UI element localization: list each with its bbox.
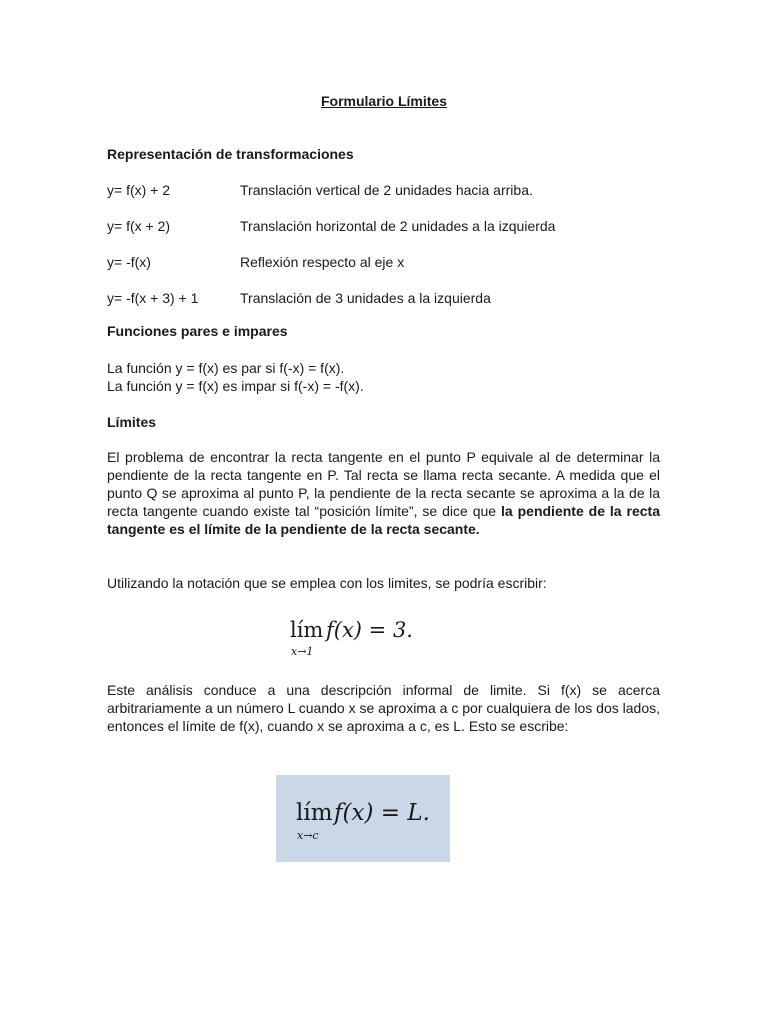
lim-operator: lím — [290, 618, 324, 642]
transform-formula: y= f(x) + 2 — [107, 182, 171, 198]
transform-formula: y= f(x + 2) — [107, 218, 171, 234]
transform-formula: y= -f(x) — [107, 254, 151, 270]
transform-description: Translación de 3 unidades a la izquierda — [240, 290, 491, 306]
limit-formula-2 — [296, 800, 446, 846]
lim-subscript: x→c — [297, 829, 319, 842]
tangent-paragraph-conclusion: la pendiente de la recta tangente es el límite de la pendiente de la recta secante. — [107, 503, 660, 537]
tangent-paragraph-text: El problema de encontrar la recta tangente en el punto P equivale al de determinar la pendiente de la recta tangente en P. Tal recta se llama recta secante. A medida que el punto Q se aproxima al punto P, la pendiente de la recta secante se aproxima a la de la recta tangente cuando existe tal “posición límite”, se dice que — [107, 449, 660, 519]
notation-paragraph: Utilizando la notación que se emplea con los limites, se podría escribir: — [107, 575, 547, 591]
lim-expression: f(x) = L. — [334, 800, 430, 826]
transform-description: Translación vertical de 2 unidades hacia arriba. — [240, 182, 533, 198]
heading-limits: Límites — [107, 414, 157, 430]
transform-description: Translación horizontal de 2 unidades a la izquierda — [240, 218, 556, 234]
parity-odd-rule: La función y = f(x) es impar si f(-x) = -f(x). — [107, 378, 364, 394]
lim-operator: lím — [296, 800, 333, 826]
transform-description: Reflexión respecto al eje x — [240, 254, 405, 270]
page-title: Formulario Límites — [320, 93, 448, 109]
heading-transformations: Representación de transformaciones — [107, 146, 354, 162]
tangent-paragraph — [107, 448, 660, 538]
lim-subscript: x→1 — [291, 645, 314, 658]
heading-parity: Funciones pares e impares — [107, 323, 288, 339]
lim-expression: f(x) = 3. — [326, 618, 413, 642]
parity-even-rule: La función y = f(x) es par si f(-x) = f(x). — [107, 360, 345, 376]
limit-formula-1 — [288, 618, 428, 662]
informal-limit-paragraph: Este análisis conduce a una descripción informal de limite. Si f(x) se acerca arbitrariamente a un número L cuando x se aproxima a c por cualquiera de los dos lados, entonces el límite de f(x), cuando x se aproxima a c, es L. Esto se escribe: — [107, 682, 660, 734]
transform-formula: y= -f(x + 3) + 1 — [107, 290, 199, 306]
